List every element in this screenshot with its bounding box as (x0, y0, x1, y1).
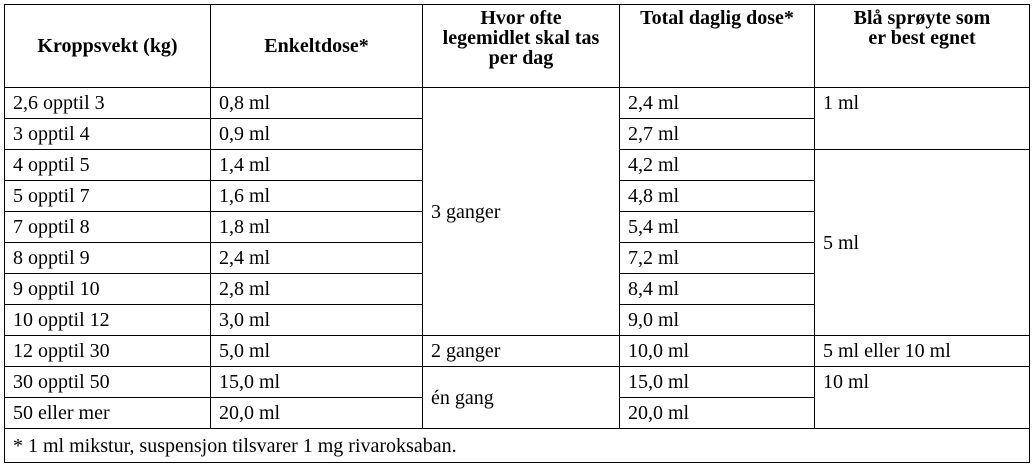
total-cell: 9,0 ml (620, 305, 815, 336)
dose-cell: 1,8 ml (211, 212, 423, 243)
total-cell: 4,8 ml (620, 181, 815, 212)
weight-cell: 3 opptil 4 (5, 119, 211, 150)
total-cell: 15,0 ml (620, 367, 815, 398)
dose-cell: 3,0 ml (211, 305, 423, 336)
header-syringe (815, 5, 1030, 88)
total-cell: 4,2 ml (620, 150, 815, 181)
weight-cell: 5 opptil 7 (5, 181, 211, 212)
syringe-cell-5ml: 5 ml (815, 150, 1030, 336)
header-frequency-line3: per dag (488, 47, 554, 69)
weight-cell: 30 opptil 50 (5, 367, 211, 398)
syringe-cell-5-or-10ml: 5 ml eller 10 ml (815, 336, 1030, 367)
dose-cell: 1,4 ml (211, 150, 423, 181)
footnote-row (5, 429, 1030, 463)
header-frequency-line1: Hvor ofte (480, 7, 562, 29)
total-cell: 20,0 ml (620, 398, 815, 429)
table-row (5, 336, 1030, 367)
table-row (5, 88, 1030, 119)
footnote: * 1 ml mikstur, suspensjon tilsvarer 1 mg rivaroksaban. (5, 429, 1030, 463)
header-frequency-line2: legemidlet skal tas (442, 27, 600, 49)
header-row (5, 5, 1030, 88)
dose-cell: 15,0 ml (211, 367, 423, 398)
dose-cell: 2,4 ml (211, 243, 423, 274)
weight-cell: 12 opptil 30 (5, 336, 211, 367)
header-total-daily-dose: Total daglig dose* (620, 5, 815, 88)
dose-cell: 2,8 ml (211, 274, 423, 305)
weight-cell: 9 opptil 10 (5, 274, 211, 305)
weight-cell: 2,6 opptil 3 (5, 88, 211, 119)
dosing-table (4, 4, 1030, 463)
dose-cell: 0,8 ml (211, 88, 423, 119)
total-cell: 7,2 ml (620, 243, 815, 274)
total-cell: 2,4 ml (620, 88, 815, 119)
header-syringe-line1: Blå sprøyte som (853, 7, 991, 29)
dose-cell: 5,0 ml (211, 336, 423, 367)
header-body-weight: Kroppsvekt (kg) (5, 5, 211, 88)
syringe-cell-10ml: 10 ml (815, 367, 1030, 429)
frequency-cell-once: én gang (423, 367, 620, 429)
total-cell: 10,0 ml (620, 336, 815, 367)
header-single-dose: Enkeltdose* (211, 5, 423, 88)
weight-cell: 8 opptil 9 (5, 243, 211, 274)
weight-cell: 4 opptil 5 (5, 150, 211, 181)
frequency-cell-three: 3 ganger (423, 88, 620, 336)
weight-cell: 50 eller mer (5, 398, 211, 429)
header-frequency (423, 5, 620, 88)
header-syringe-line2: er best egnet (868, 27, 976, 49)
total-cell: 8,4 ml (620, 274, 815, 305)
syringe-cell-1ml: 1 ml (815, 88, 1030, 150)
frequency-cell-two: 2 ganger (423, 336, 620, 367)
dose-cell: 0,9 ml (211, 119, 423, 150)
table-row (5, 367, 1030, 398)
weight-cell: 7 opptil 8 (5, 212, 211, 243)
weight-cell: 10 opptil 12 (5, 305, 211, 336)
total-cell: 5,4 ml (620, 212, 815, 243)
dose-cell: 20,0 ml (211, 398, 423, 429)
dose-cell: 1,6 ml (211, 181, 423, 212)
total-cell: 2,7 ml (620, 119, 815, 150)
